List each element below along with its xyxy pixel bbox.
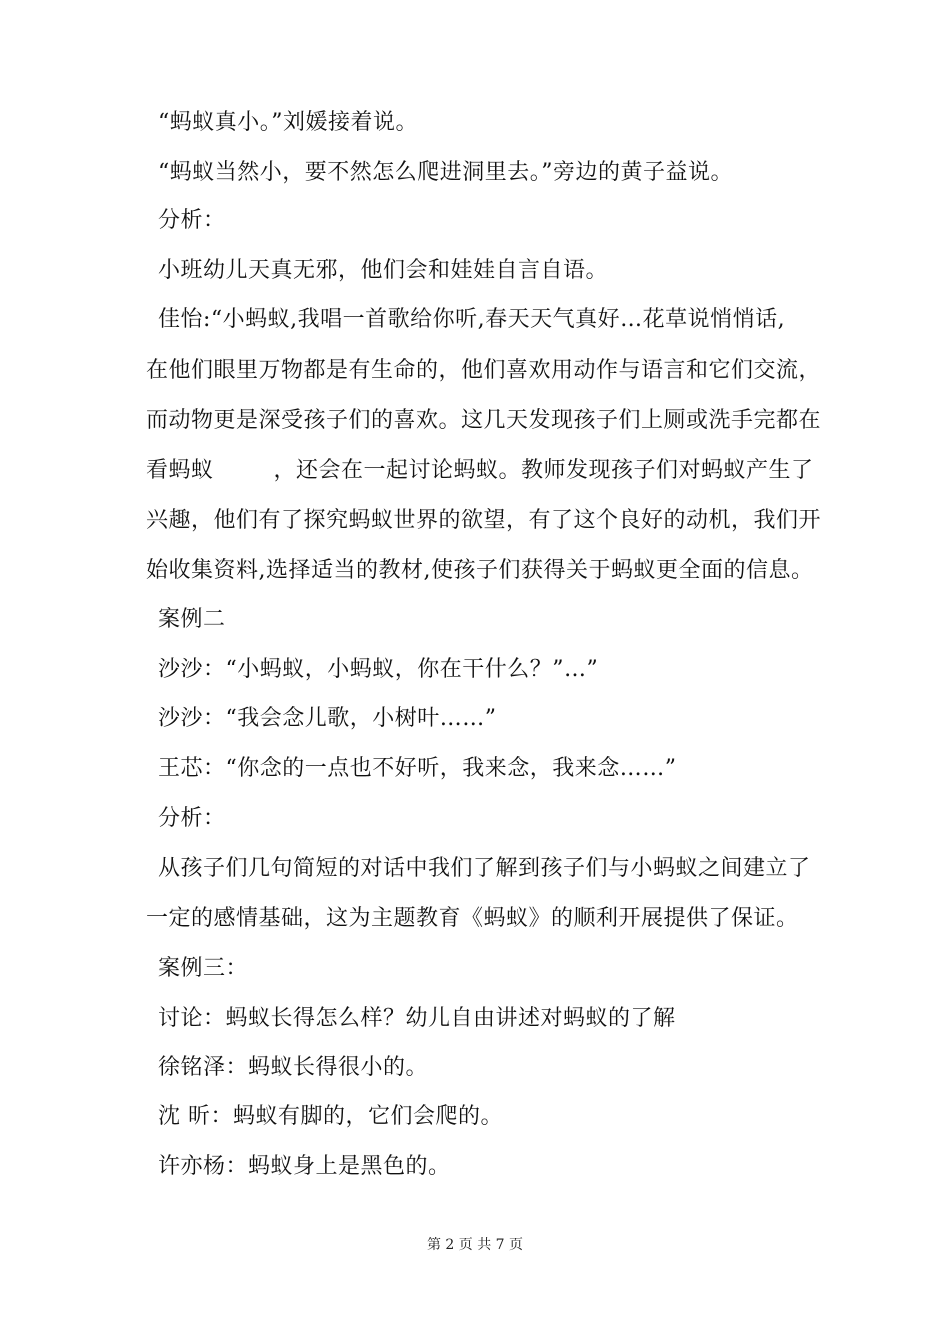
paragraph-line: 看蚂蚁 ，还会在一起讨论蚂蚁。教师发现孩子们对蚂蚁产生了 xyxy=(146,458,814,483)
section-heading: 分析： xyxy=(158,806,226,831)
dialogue-line: 徐铭泽：蚂蚁长得很小的。 xyxy=(158,1055,429,1080)
section-heading: 案例三： xyxy=(158,956,249,981)
paragraph-line: 始收集资料,选择适当的教材,使孩子们获得关于蚂蚁更全面的信息。 xyxy=(146,558,814,583)
dialogue-line: 沈 昕：蚂蚁有脚的，它们会爬的。 xyxy=(158,1104,503,1129)
dialogue-line: 沙沙：“小蚂蚁，小蚂蚁，你在干什么？”…” xyxy=(158,657,599,682)
paragraph-line: 兴趣，他们有了探究蚂蚁世界的欲望，有了这个良好的动机，我们开 xyxy=(146,508,822,533)
paragraph-line: 而动物更是深受孩子们的喜欢。这几天发现孩子们上厕或洗手完都在 xyxy=(146,408,822,433)
dialogue-line: 王芯：“你念的一点也不好听，我来念，我来念……” xyxy=(158,756,677,781)
paragraph-line: “蚂蚁当然小，要不然怎么爬进洞里去。”旁边的黄子益说。 xyxy=(158,160,733,185)
paragraph-line: 佳怡:“小蚂蚁,我唱一首歌给你听,春天天气真好…花草说悄悄话, xyxy=(158,307,786,332)
paragraph-line: 一定的感情基础，这为主题教育《蚂蚁》的顺利开展提供了保证。 xyxy=(146,906,799,931)
paragraph-line: “蚂蚁真小。”刘媛接着说。 xyxy=(158,110,418,135)
paragraph-line: 从孩子们几句简短的对话中我们了解到孩子们与小蚂蚁之间建立了 xyxy=(158,856,811,881)
page-footer: 第 2 页 共 7 页 xyxy=(426,1237,524,1253)
dialogue-line: 沙沙：“我会念儿歌，小树叶……” xyxy=(158,706,497,731)
section-heading: 分析： xyxy=(158,208,226,233)
dialogue-line: 讨论：蚂蚁长得怎么样？幼儿自由讲述对蚂蚁的了解 xyxy=(158,1006,676,1031)
section-heading: 案例二 xyxy=(158,607,226,632)
dialogue-line: 许亦杨：蚂蚁身上是黑色的。 xyxy=(158,1154,451,1179)
paragraph-line: 小班幼儿天真无邪，他们会和娃娃自言自语。 xyxy=(158,258,609,283)
paragraph-line: 在他们眼里万物都是有生命的，他们喜欢用动作与语言和它们交流， xyxy=(146,358,822,383)
